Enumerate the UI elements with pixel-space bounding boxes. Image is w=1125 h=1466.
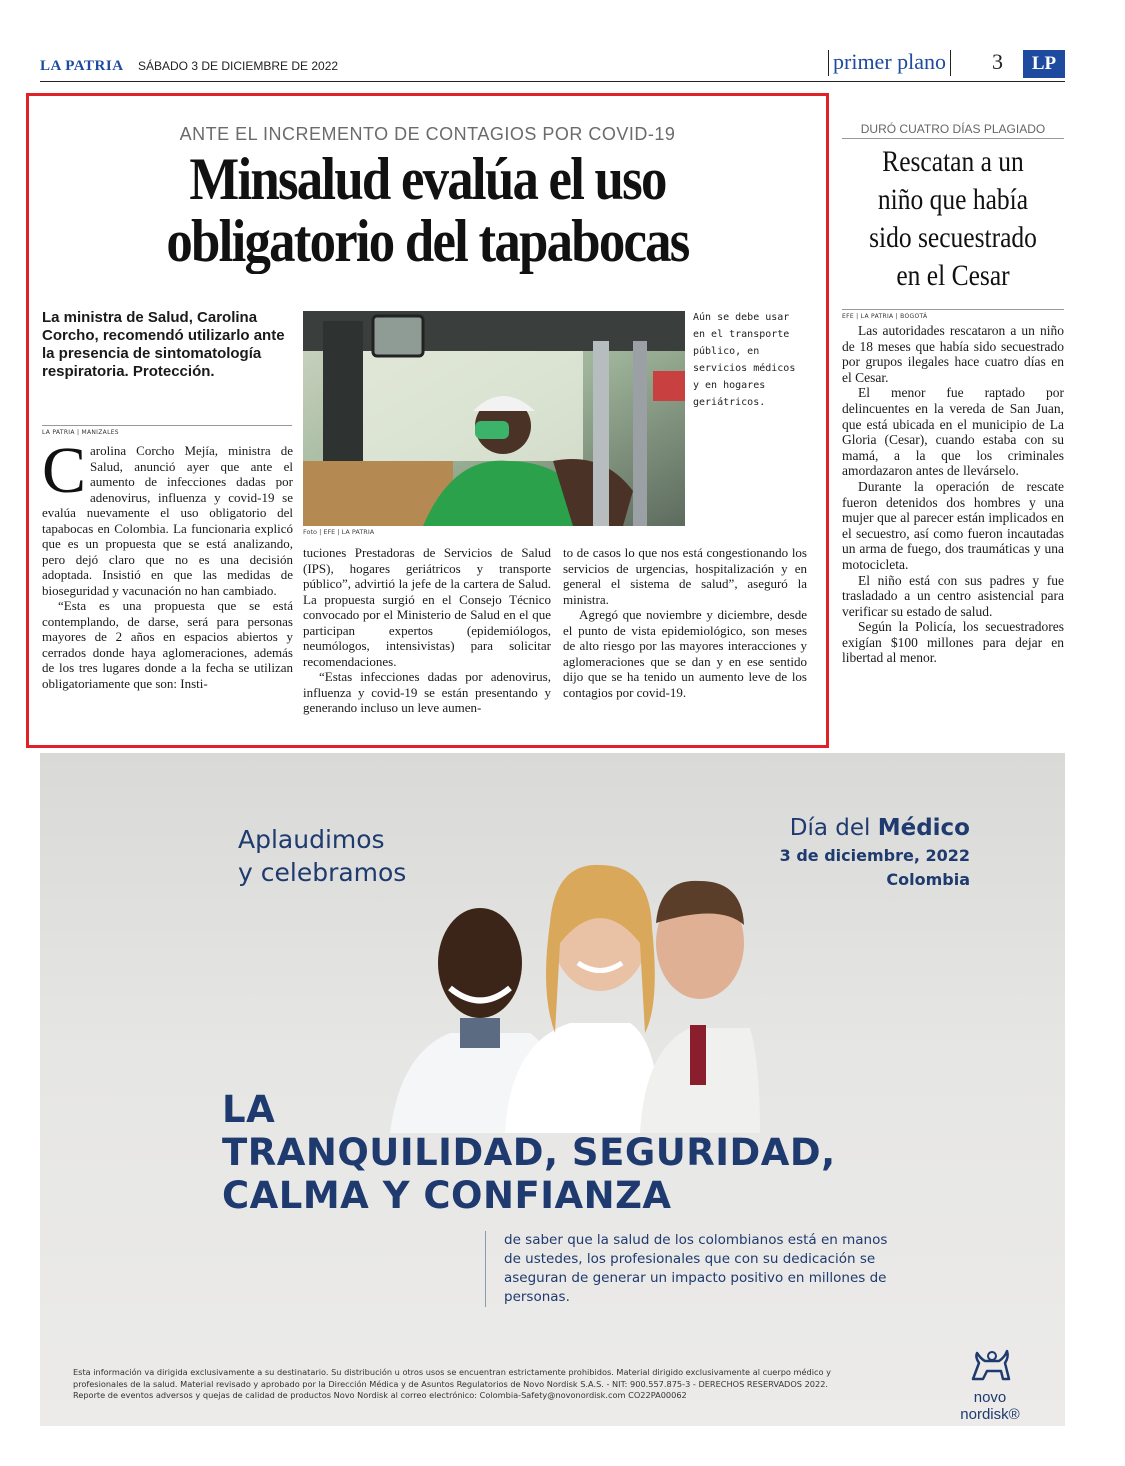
drop-cap: C xyxy=(42,434,87,507)
lp-logo: LP xyxy=(1023,50,1065,78)
ad-applause-text: Aplaudimos y celebramos xyxy=(238,825,407,887)
column-1 xyxy=(42,434,293,691)
side-paragraph-2: El menor fue raptado por delincuentes en la vereda de San Juan, que está ubicada en el municipio de La Gloria (Cesar), cuando estaba con su mamá, a la que los criminales amordazaron antes de llevárselo. xyxy=(842,385,1064,479)
col3-paragraph-2: Agregó que noviembre y diciembre, desde el punto de vista epidemiológico, son meses de alto riesgo por las mayores interacciones y aglomeraciones que se dan y en ese sentido dijo que se ha tenido un aumento leve de los contagios por covid-19. xyxy=(563,607,807,700)
side-byline: EFE | LA PATRIA | BOGOTÁ xyxy=(842,309,1064,320)
photo-illustration xyxy=(303,311,685,526)
photo-caption: Aún se debe usar en el transporte público, en servicios médicos y en hogares geriátricos. xyxy=(693,312,796,408)
masthead xyxy=(40,50,1065,82)
ad-fine-print: Esta información va dirigida exclusivamente a su destinatario. Su distribución u otros usos se encuentran estrictamente prohibidos. Material dirigido exclusivamente al cuerpo médico y profesionales de la salud. Material revisado y aprobado por la Dirección Médica y de Asuntos Regulatorios de Novo Nordisk S.A.S. - NIT: 900.557.875-3 - DERECHOS RESERVADOS 2022. Reporte de eventos adversos y quejas de calidad de productos Novo Nordisk al correo electrónico: Colombia-Safety@novonordisk.com CO22PA00062 xyxy=(73,1367,831,1400)
novo-nordisk-logo: novo nordisk® xyxy=(945,1349,1035,1423)
issue-date: SÁBADO 3 DE DICIEMBRE DE 2022 xyxy=(138,59,339,73)
column-2 xyxy=(303,545,551,716)
ad-date-block: Día del Médico 3 de diciembre, 2022 Colombia xyxy=(779,815,970,889)
ad-subtext: de saber que la salud de los colombianos está en manos de ustedes, los profesionales que con su dedicación se aseguran de generar un impacto positivo en millones de personas. xyxy=(485,1231,895,1307)
bus-driver-photo xyxy=(303,311,685,526)
side-paragraph-5: Según la Policía, los secuestradores exigían $100 millones para dejar en libertad al menor. xyxy=(842,619,1064,666)
side-headline: Rescatan a un niño que había sido secuestrado en el Cesar xyxy=(869,145,1037,292)
side-paragraph-1: Las autoridades rescataron a un niño de 18 meses que había sido secuestrado por grupos ilegales hace cuatro días en el Cesar. xyxy=(842,323,1064,385)
section-label: primer plano xyxy=(828,50,951,76)
main-kicker: ANTE EL INCREMENTO DE CONTAGIOS POR COVID-19 xyxy=(179,124,676,144)
col1-paragraph-1: Carolina Corcho Mejía, ministra de Salud, anunció ayer que ante el aumento de infecciones dadas por adenovirus, influenza y covid-19 se evalúa nuevamente el uso obligatorio del tapabocas en Colombia. La funcionaria explicó que es un propuesta que se está analizando, pero dejó claro que no es una decisión adoptada. Insistió en que las medidas de bioseguridad y vacunación no han cambiado. xyxy=(42,434,293,598)
apis-bull-icon xyxy=(965,1349,1015,1389)
col1-paragraph-2: “Esta es una propuesta que se está contemplando, de darse, será para personas mayores de 2 años en espacios abiertos y cerrados donde haya aglomeraciones, además de los tres lugares donde a la fecha se utilizan obligatoriamente que son: Insti- xyxy=(42,598,293,691)
main-byline: LA PATRIA | MANIZALES xyxy=(42,425,292,436)
col3-paragraph-1: to de casos lo que nos está congestionando los servicios de urgencias, hospitalización y en general el sistema de salud”, aseguró la ministra. xyxy=(563,545,807,607)
paper-name: LA PATRIA xyxy=(40,58,124,74)
side-paragraph-3: Durante la operación de rescate fueron detenidos dos hombres y una mujer que al parecer están implicados en el secuestro, así como fueron incautadas un arma de fuego, dos traumáticas y una motocicleta. xyxy=(842,478,1064,572)
side-kicker: DURÓ CUATRO DÍAS PLAGIADO xyxy=(842,122,1064,139)
ad-main-slogan: LA TRANQUILIDAD, SEGURIDAD, CALMA Y CONFIANZA xyxy=(222,1088,836,1217)
doctors-day-advertisement xyxy=(40,753,1065,1426)
headline-line-1: Minsalud evalúa el uso xyxy=(189,146,666,212)
side-paragraph-4: El niño está con sus padres y fue trasladado a un centro asistencial para verificar su estado de salud. xyxy=(842,572,1064,619)
column-3 xyxy=(563,545,807,700)
main-story-frame xyxy=(26,93,829,748)
photo-credit: Foto | EFE | LA PATRIA xyxy=(303,528,375,536)
side-story-body xyxy=(842,323,1064,666)
doctors-illustration xyxy=(390,803,760,1133)
col2-paragraph-1: tuciones Prestadoras de Servicios de Salud (IPS), hogares geriátricos y transporte público”, advirtió la jefe de la cartera de Salud. La propuesta surgió en el Consejo Técnico convocado por el Ministerio de Salud en el que participan expertos (epidemiólogos, neumólogos, intensivistas) para solicitar recomendaciones. xyxy=(303,545,551,669)
headline-line-2: obligatorio del tapabocas xyxy=(166,208,689,274)
main-headline xyxy=(77,148,778,272)
col2-paragraph-2: “Estas infecciones dadas por adenovirus, influenza y covid-19 se están presentando y generando incluso un leve aumen- xyxy=(303,669,551,715)
page-number: 3 xyxy=(992,49,1003,74)
lead-paragraph: La ministra de Salud, Carolina Corcho, recomendó utilizarlo ante la presencia de sintomatología respiratoria. Protección. xyxy=(42,309,285,380)
